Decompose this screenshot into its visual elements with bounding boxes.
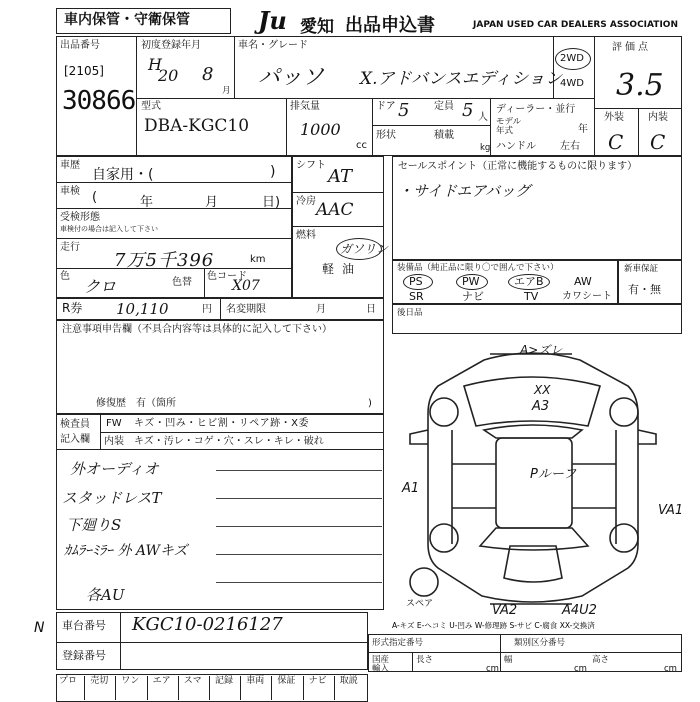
car-name: パッソ bbox=[258, 65, 325, 90]
length-label: 長さ bbox=[416, 655, 434, 665]
bottom-tab-6: 車両 bbox=[243, 676, 272, 700]
expiry-month: 月 bbox=[316, 304, 326, 315]
notes-label: 注意事項申告欄（不具合内容等は具体的に記入して下さい） bbox=[62, 324, 332, 335]
first-reg-month: 8 bbox=[202, 64, 214, 85]
bottom-tab-5: 記録 bbox=[212, 676, 241, 700]
color-label: 色 bbox=[60, 271, 70, 282]
equip-sr: SR bbox=[409, 290, 424, 303]
fuel-oil: 軽油 bbox=[322, 262, 363, 276]
drive-2wd: 2WD bbox=[560, 53, 584, 64]
inspection-day: 日) bbox=[262, 195, 281, 210]
ac: AAC bbox=[316, 200, 354, 220]
equip-tv: TV bbox=[524, 290, 539, 303]
handle-value: 左右 bbox=[560, 141, 580, 152]
expiry-label: 名変期限 bbox=[226, 304, 266, 315]
diagram-mark-2: A3 bbox=[532, 399, 550, 414]
equip-airbag: エアB bbox=[514, 275, 544, 288]
inspector-label-2: 記入欄 bbox=[60, 434, 90, 445]
inspector-note-1: 外オーディオ bbox=[70, 460, 159, 478]
inspection-open: ( bbox=[92, 190, 98, 205]
left-mirror bbox=[410, 430, 428, 444]
displacement-unit: cc bbox=[356, 140, 367, 151]
load-label: 積載 bbox=[434, 130, 454, 141]
diagram-legend: A-キズ E-ヘコミ U-凹み W-修理跡 S-サビ C-腐食 XX-交換済 bbox=[392, 621, 595, 630]
dealer-label: ディーラー・並行 bbox=[496, 104, 576, 115]
width-unit: cm bbox=[574, 664, 587, 674]
wheel-front-right bbox=[610, 398, 638, 426]
diagram-mark-4: A1 bbox=[402, 481, 420, 496]
rating-label: 評価点 bbox=[612, 42, 651, 53]
equip-pw: PW bbox=[462, 275, 480, 288]
recycle-value: 10,110 bbox=[116, 300, 169, 318]
displacement-label: 排気量 bbox=[290, 101, 320, 112]
shift-label: シフト bbox=[296, 160, 326, 171]
handle-label: ハンドル bbox=[496, 141, 536, 152]
fw-label: FW bbox=[106, 418, 122, 429]
capacity-label: 定員 bbox=[434, 101, 454, 112]
grade: X.アドバンスエディション bbox=[360, 69, 562, 89]
rating: 3.5 bbox=[616, 68, 664, 103]
model-year-unit: 年 bbox=[578, 124, 588, 135]
model-type-label: 型式 bbox=[141, 101, 161, 112]
wheel-rear-right bbox=[610, 524, 638, 552]
ac-label: 冷房 bbox=[296, 196, 316, 207]
receipt-label: 受検形態 bbox=[60, 212, 100, 223]
inspection-month: 月 bbox=[205, 195, 219, 210]
height-label: 高さ bbox=[592, 655, 610, 665]
length-unit: cm bbox=[486, 664, 499, 674]
drive-4wd: 4WD bbox=[560, 78, 584, 89]
bottom-tab-4: スマ bbox=[181, 676, 210, 700]
bottom-tab-3: エア bbox=[150, 676, 179, 700]
listing-no-label: 出品番号 bbox=[60, 40, 100, 51]
inspection-year: 年 bbox=[140, 195, 154, 210]
lot-number: 30866 bbox=[62, 86, 136, 116]
bottom-tab-0: プロ bbox=[56, 676, 85, 700]
equipment-label: 装備品（純正品に限り〇で囲んで下さい） bbox=[397, 263, 559, 273]
spare-tire bbox=[410, 568, 438, 596]
inspector-note-2: スタッドレスT bbox=[62, 489, 162, 507]
bottom-tab-9: 取説 bbox=[339, 676, 358, 686]
inspection-label: 車検 bbox=[60, 186, 80, 197]
capacity-unit: 人 bbox=[478, 112, 488, 123]
repair-value: 有（箇所 bbox=[136, 398, 176, 409]
bottom-tab-2: ワン bbox=[118, 676, 147, 700]
color-code-label: 色コード bbox=[207, 271, 247, 282]
new-warranty-label: 新車保証 bbox=[624, 264, 659, 274]
inspector-label-1: 検査員 bbox=[60, 419, 90, 430]
equip-aw: AW bbox=[574, 275, 592, 288]
inspector-note-3: 下廻りS bbox=[66, 516, 122, 534]
inspector-note-5: 各AU bbox=[86, 586, 125, 604]
first-reg-era: H bbox=[148, 55, 162, 74]
first-reg-month-unit: 月 bbox=[222, 86, 231, 96]
usage-close: ) bbox=[270, 164, 276, 180]
diagram-mark-7: A4U2 bbox=[562, 603, 597, 618]
chassis-value: KGC10-0216127 bbox=[132, 614, 283, 635]
car-name-label: 車名・グレード bbox=[238, 40, 308, 51]
mileage-label: 走行 bbox=[60, 242, 80, 253]
cat-row2: 輸入 bbox=[372, 664, 390, 674]
exterior-grade: C bbox=[608, 130, 624, 154]
interior-grade: C bbox=[650, 130, 666, 154]
shift: AT bbox=[328, 166, 353, 187]
first-reg-label: 初度登録年月 bbox=[141, 40, 201, 51]
exterior-label: 外装 bbox=[604, 112, 624, 123]
repair-label: 修復歴 bbox=[96, 398, 126, 409]
capacity: 5 bbox=[462, 100, 474, 121]
usage-label: 車歴 bbox=[60, 160, 80, 171]
class-no-label: 類別区分番号 bbox=[514, 638, 566, 648]
new-warranty-value: 有・無 bbox=[628, 283, 661, 296]
doors-label: ドア bbox=[376, 101, 396, 112]
inspector-note-4: ｶﾑﾗｰﾐﾗｰ 外 AWキズ bbox=[64, 543, 188, 559]
post-box bbox=[392, 304, 682, 334]
model-type: DBA-KGC10 bbox=[144, 116, 250, 136]
bottom-tab-7: 保証 bbox=[274, 676, 303, 700]
diagram-mark-6: VA2 bbox=[492, 603, 518, 618]
fw-items: キズ・凹み・ヒビ割・リペア跡・X委 bbox=[134, 418, 309, 429]
mileage-unit: km bbox=[250, 254, 266, 265]
car-diagram bbox=[392, 334, 692, 630]
shape-label: 形状 bbox=[376, 130, 396, 141]
bottom-tab-8: ナビ bbox=[306, 676, 335, 700]
reg-label: 登録番号 bbox=[62, 649, 106, 662]
right-mirror bbox=[638, 430, 656, 444]
displacement: 1000 bbox=[300, 120, 341, 139]
fuel-label: 燃料 bbox=[296, 230, 316, 241]
diagram-mark-5: VA1 bbox=[658, 503, 684, 518]
width-label: 幅 bbox=[504, 655, 513, 665]
first-reg-year: 20 bbox=[158, 66, 179, 85]
expiry-day: 日 bbox=[366, 304, 376, 315]
wheel-front-left bbox=[430, 398, 458, 426]
in-label: 内装 bbox=[104, 436, 124, 447]
load-unit: kg bbox=[480, 143, 491, 153]
english-name: JAPAN USED CAR DEALERS ASSOCIATION bbox=[473, 20, 678, 30]
wheel-rear-left bbox=[430, 524, 458, 552]
car-windshield bbox=[484, 425, 582, 438]
diagram-mark-1: XX bbox=[534, 383, 551, 397]
model-year-label: モデル 年式 bbox=[496, 117, 522, 136]
interior-label: 内装 bbox=[648, 112, 668, 123]
type-no-label: 形式指定番号 bbox=[372, 638, 424, 648]
equip-ps: PS bbox=[409, 275, 423, 288]
usage-value: 自家用・( bbox=[92, 167, 154, 183]
mileage: 7万5千396 bbox=[114, 250, 215, 271]
color-chg-label: 色替 bbox=[172, 277, 192, 288]
height-unit: cm bbox=[664, 664, 677, 674]
car-trunk bbox=[504, 546, 562, 582]
org-name: 愛知 bbox=[300, 17, 334, 37]
bottom-tab-1: 売切 bbox=[87, 676, 116, 700]
in-items: キズ・汚レ・コゲ・穴・スレ・キレ・破れ bbox=[134, 436, 324, 447]
chassis-label: 車台番号 bbox=[62, 619, 106, 632]
diagram-mark-3: Pルーフ bbox=[530, 467, 577, 482]
color-code: X07 bbox=[232, 278, 260, 294]
diagram-mark-0: A>ズレ bbox=[520, 343, 563, 357]
color: クロ bbox=[84, 277, 117, 296]
post-label: 後日品 bbox=[397, 308, 423, 318]
storage-label: 車内保管・守衛保管 bbox=[64, 12, 190, 28]
car-roof bbox=[496, 438, 572, 528]
fuel-gas: ガソリン bbox=[340, 242, 389, 256]
doors: 5 bbox=[398, 100, 410, 121]
repair-close: ) bbox=[368, 398, 372, 409]
equip-seat: カワシート bbox=[562, 291, 612, 302]
recycle-unit: 円 bbox=[202, 304, 212, 315]
margin-mark: N bbox=[34, 620, 45, 636]
sales-point: ・サイドエアバッグ bbox=[398, 182, 531, 200]
lot-code: [2105] bbox=[64, 64, 104, 78]
ju-logo: Ju bbox=[258, 6, 287, 35]
recycle-label: R券 bbox=[62, 301, 83, 315]
equip-navi: ナビ bbox=[462, 290, 484, 303]
receipt-note: 車検付の場合は記入して下さい bbox=[60, 225, 158, 233]
cat-row1: 国産 bbox=[372, 655, 390, 665]
form-title: 出品申込書 bbox=[345, 15, 435, 36]
spare-label: スペア bbox=[406, 599, 434, 609]
sales-label: セールスポイント（正常に機能するものに限ります） bbox=[398, 161, 638, 172]
